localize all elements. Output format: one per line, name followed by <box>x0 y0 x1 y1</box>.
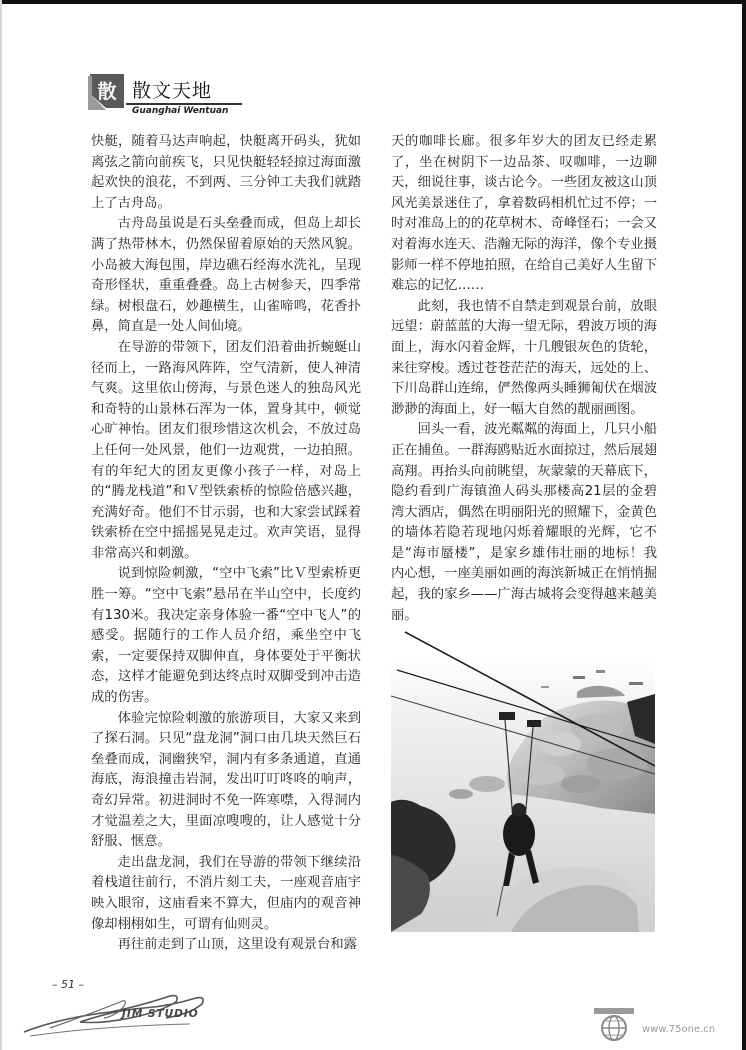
article-right-column <box>391 132 657 626</box>
page-border-top <box>0 0 746 4</box>
section-header <box>86 70 326 120</box>
watermark-url: www.75one.cn <box>642 1024 716 1035</box>
section-subtitle: Guanghai Wentuan <box>132 106 229 116</box>
page-border-left <box>0 0 2 1050</box>
paragraph: 天的咖啡长廊。很多年岁大的团友已经走累了，坐在树阴下一边品茶、叹咖啡，一边聊天，细说往事，谈古论今。一些团友被这山顶风光美景迷住了，拿着数码相机忙过不停；一时对准岛上的的花草树木、奇峰怪石；一会又对着海水连天、浩瀚无际的海洋，像个专业摄影师一样不停地拍照，在给自己美好人生留下难忘的记忆…… <box>391 134 657 294</box>
paragraph: 在导游的带领下，团友们沿着曲折蜿蜒山径而上，一路海风阵阵，空气清新，使人神清气爽。这里依山傍海，与景色迷人的独岛风光和奇特的山景林石浑为一体，置身其中，顿觉心旷神怡。团友们很珍惜这次机会，不放过岛上任何一处风景，他们一边观赏，一边拍照。有的年纪大的团友更像小孩子一样，对岛上的“腾龙栈道”和Ｖ型铁索桥的惊险倍感兴趣，充满好奇。他们不甘示弱，也和大家尝试踩着铁索桥在空中摇摇晃晃走过。欢声笑语，显得非常高兴和刺激。 <box>91 339 361 561</box>
paragraph: 走出盘龙洞，我们在导游的带领下继续沿着栈道往前行，不消片刻工夫，一座观音庙宇映入眼帘，这庙看来不算大，但庙内的观音神像却栩栩如生，可谓有仙则灵。 <box>91 854 361 932</box>
paragraph: 此刻，我也情不自禁走到观景台前，放眼远望：蔚蓝蓝的大海一望无际，碧波万顷的海面上，海水闪着金辉，十几艘银灰色的货轮，来往穿梭。透过苍苍茫茫的海天，远处的上、下川岛群山连绵，俨然像两头睡狮匍伏在烟波渺渺的海面上，好一幅大自然的靓丽画图。 <box>391 298 657 417</box>
paragraph: 再往前走到了山顶，这里设有观景台和露 <box>117 937 357 953</box>
header-rule <box>126 103 242 105</box>
paragraph: 说到惊险刺激，“空中飞索”比Ｖ型索桥更胜一筹。“空中飞索”悬吊在半山空中，长度约有130米。我决定亲身体验一番“空中飞人”的感受。据随行的工作人员介绍，乘坐空中飞索，一定要保持双脚伸直，身体要处于平衡状态，这样才能避免到达终点时双脚受到冲击造成的伤害。 <box>91 566 361 706</box>
studio-name: JIM STUDIO <box>122 1008 199 1020</box>
paragraph: 古舟岛虽说是石头垒叠而成，但岛上却长满了热带林木，仍然保留着原始的天然风貌。小岛被大海包围，岸边礁石经海水洗礼，呈现奇形怪状，重重叠叠。岛上古树参天，四季常绿。树根盘石，妙趣横生，山雀啼鸣，花香扑鼻，简直是一处人间仙境。 <box>91 216 361 335</box>
section-badge-char: 散 <box>97 81 117 103</box>
page-number: – 51 – <box>52 978 84 991</box>
zipline-photo <box>391 624 655 932</box>
section-badge-icon <box>86 72 126 112</box>
paragraph: 体验完惊险刺激的旅游项目，大家又来到了探石洞。只见“盘龙洞”洞口由几块天然巨石垒叠而成，洞幽狭窄，洞内有多条通道，直通海底，海浪撞击岩洞，发出叮叮咚咚的响声，奇幻异常。初进洞时不免一阵寒噤，入得洞内才觉温差之大，里面凉嗖嗖的，让人感觉十分舒服、惬意。 <box>91 710 361 850</box>
paragraph: 快艇，随着马达声响起，快艇离开码头，犹如离弦之箭向前疾飞，只见快艇轻轻掠过海面激起欢快的浪花，不到两、三分钟工夫我们就踏上了古舟岛。 <box>91 134 361 211</box>
section-title: 散文天地 <box>132 80 213 102</box>
page-border-right <box>742 0 746 1050</box>
paragraph: 回头一看，波光粼粼的海面上，几只小船正在捕鱼。一群海鸥贴近水面掠过，然后展翅高翔。再抬头向前眺望，灰蒙蒙的天幕底下，隐约看到广海镇渔人码头那楼高21层的金碧湾大酒店，偶然在明丽阳光的照耀下，金黄色的墙体若隐若现地闪烁着耀眼的光辉，它不是“海市蜃楼”，是家乡雄伟壮丽的地标！我内心想，一座美丽如画的海滨新城正在悄悄掘起，我的家乡——广海古城将会变得越来越美丽。 <box>391 422 657 623</box>
globe-logo-icon <box>590 1006 638 1044</box>
article-left-column <box>91 132 361 956</box>
